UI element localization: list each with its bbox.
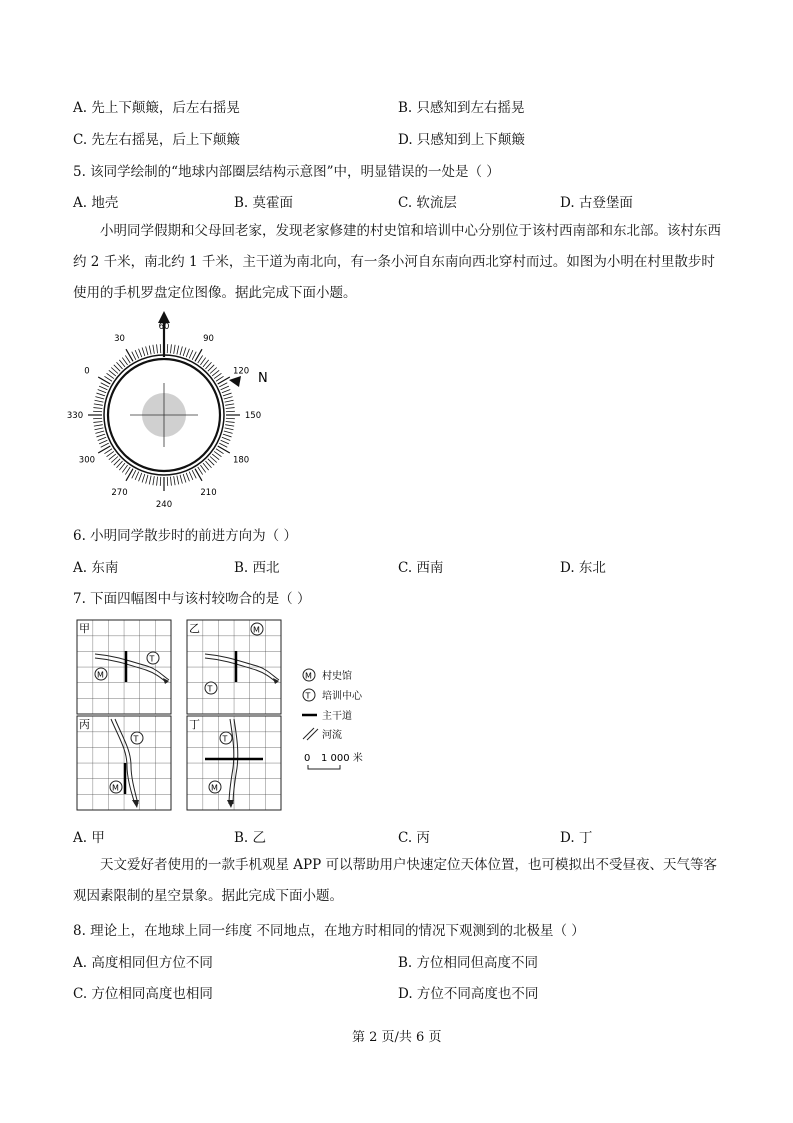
page-footer: 第 2 页/共 6 页	[352, 1030, 442, 1045]
q7-option-a: A. 甲	[73, 830, 105, 846]
panel-jia	[77, 620, 171, 714]
q4-option-d: D. 只感知到上下颠簸	[398, 132, 525, 148]
legend-t-label: 培训中心	[322, 691, 362, 702]
q8-option-c: C. 方位相同高度也相同	[73, 986, 213, 1002]
passage-stargazing: 天文爱好者使用的一款手机观星 APP 可以帮助用户快速定位天体位置，也可模拟出不受昼夜、天气等客观因素限制的星空景象。据此完成下面小题。	[73, 857, 717, 904]
compass-tick-label: 300	[78, 455, 96, 466]
compass-tick-label: 120	[232, 366, 250, 377]
panel-bing	[77, 716, 171, 810]
legend-road-label: 主干道	[322, 711, 352, 722]
svg-text:T: T	[149, 654, 155, 664]
q7-stem: 7. 下面四幅图中与该村较吻合的是（ ）	[73, 591, 311, 607]
panel-ding	[187, 716, 281, 810]
legend-scale-label: 1 000 米	[321, 753, 363, 764]
map-legend	[302, 669, 363, 769]
panel-jia-label: 甲	[79, 622, 90, 635]
q8-option-d: D. 方位不同高度也不同	[398, 986, 539, 1002]
q8-option-a: A. 高度相同但方位不同	[73, 955, 213, 971]
village-maps-figure	[72, 618, 372, 810]
compass-tick-label: 330	[66, 411, 84, 421]
compass-tick-label: 90	[203, 333, 214, 344]
compass-tick-label: 240	[155, 500, 173, 510]
q5-option-c: C. 软流层	[398, 195, 457, 211]
panel-ding-label: 丁	[189, 718, 200, 731]
legend-m-symbol: M	[305, 671, 312, 681]
svg-text:M: M	[211, 783, 218, 793]
svg-text:M: M	[112, 783, 119, 793]
north-marker-triangle	[229, 376, 241, 387]
q6-option-c: C. 西南	[398, 560, 444, 576]
compass-tick-label: 210	[200, 488, 217, 499]
q8-stem: 8. 理论上，在地球上同一纬度 不同地点，在地方时相同的情况下观测到的北极星（ ）	[73, 923, 585, 939]
legend-scale-zero: 0	[304, 753, 311, 764]
q7-option-b: B. 乙	[234, 830, 267, 846]
q7-option-d: D. 丁	[560, 830, 593, 846]
panel-yi	[187, 620, 281, 714]
svg-text:T: T	[133, 734, 139, 744]
passage-village: 小明同学假期和父母回老家，发现老家修建的村史馆和培训中心分别位于该村西南部和东北部。该村东西约 2 千米，南北约 1 千米，主干道为南北向，有一条小河自东南向西北穿村而过。如图为小明在村里散步时使用的手机罗盘定位图像。据此完成下面小题。	[73, 223, 721, 301]
q4-option-c: C. 先左右摇晃，后上下颠簸	[73, 132, 240, 148]
q7-option-c: C. 丙	[398, 830, 430, 846]
q4-option-a: A. 先上下颠簸，后左右摇晃	[73, 100, 240, 116]
q6-option-d: D. 东北	[560, 560, 606, 576]
svg-text:T: T	[222, 734, 228, 744]
legend-t-symbol: T	[305, 691, 311, 701]
compass-tick-label: 270	[111, 488, 128, 499]
q5-option-d: D. 古登堡面	[560, 195, 633, 211]
svg-text:M: M	[97, 670, 104, 680]
legend-scale-bar	[308, 765, 340, 769]
q5-option-a: A. 地壳	[73, 195, 119, 211]
legend-river-symbol	[303, 728, 314, 739]
svg-text:M: M	[253, 625, 260, 635]
svg-text:T: T	[207, 684, 213, 694]
legend-m-label: 村史馆	[322, 671, 352, 682]
north-label: N	[258, 371, 268, 386]
compass-tick-label: 180	[232, 455, 250, 466]
compass-figure	[66, 310, 290, 515]
q4-option-b: B. 只感知到左右摇晃	[398, 100, 525, 116]
compass-tick-label: 30	[114, 333, 125, 344]
q6-option-b: B. 西北	[234, 560, 280, 576]
q5-stem: 5. 该同学绘制的“地球内部圈层结构示意图”中，明显错误的一处是（ ）	[73, 164, 500, 180]
q5-option-b: B. 莫霍面	[234, 195, 294, 211]
panel-bing-label: 丙	[79, 718, 90, 731]
q8-option-b: B. 方位相同但高度不同	[398, 955, 539, 971]
q6-stem: 6. 小明同学散步时的前进方向为（ ）	[73, 528, 297, 544]
compass-tick-label: 0	[84, 366, 90, 377]
q6-option-a: A. 东南	[73, 560, 119, 576]
compass-tick-label: 60	[158, 322, 170, 332]
legend-river-label: 河流	[322, 730, 342, 741]
compass-tick-label: 150	[244, 411, 262, 421]
panel-yi-label: 乙	[189, 622, 200, 635]
